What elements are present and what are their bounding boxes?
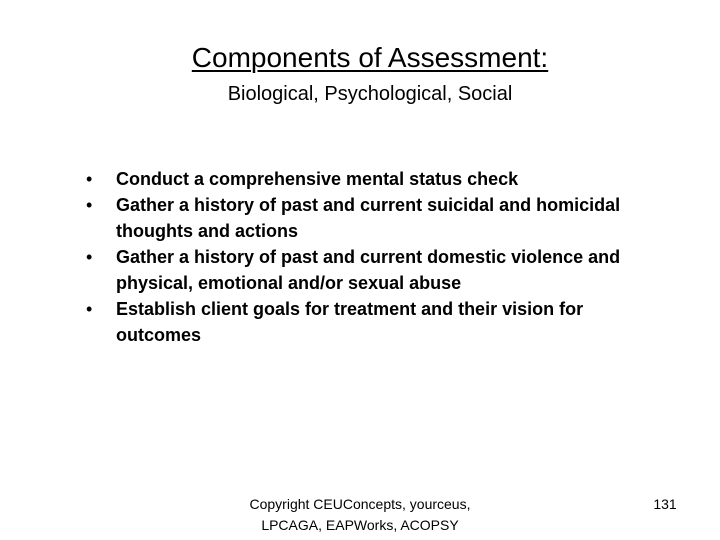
bullet-item: [86, 296, 656, 348]
bullet-item: [86, 166, 656, 192]
bullet-list: [86, 166, 656, 348]
bullet-icon: •: [86, 195, 93, 215]
bullet-text: Establish client goals for treatment and their vision for outcomes: [116, 299, 584, 345]
footer-copyright: Copyright CEUConcepts, yourceus, LPCAGA, EAPWorks, ACOPSY: [249, 496, 471, 533]
bullet-text: Conduct a comprehensive mental status check: [116, 169, 519, 189]
bullet-item: [86, 192, 656, 244]
slide-subtitle: Biological, Psychological, Social: [227, 83, 513, 105]
slide-title: Components of Assessment:: [191, 42, 549, 73]
bullet-icon: •: [86, 169, 93, 189]
bullet-item: [86, 244, 656, 296]
bullet-icon: •: [86, 247, 93, 267]
page-number: 131: [653, 496, 677, 512]
bullet-text: Gather a history of past and current domestic violence and physical, emotional and/or sexual abuse: [116, 247, 621, 293]
bullet-text: Gather a history of past and current suicidal and homicidal thoughts and actions: [116, 195, 621, 241]
bullet-icon: •: [86, 299, 93, 319]
